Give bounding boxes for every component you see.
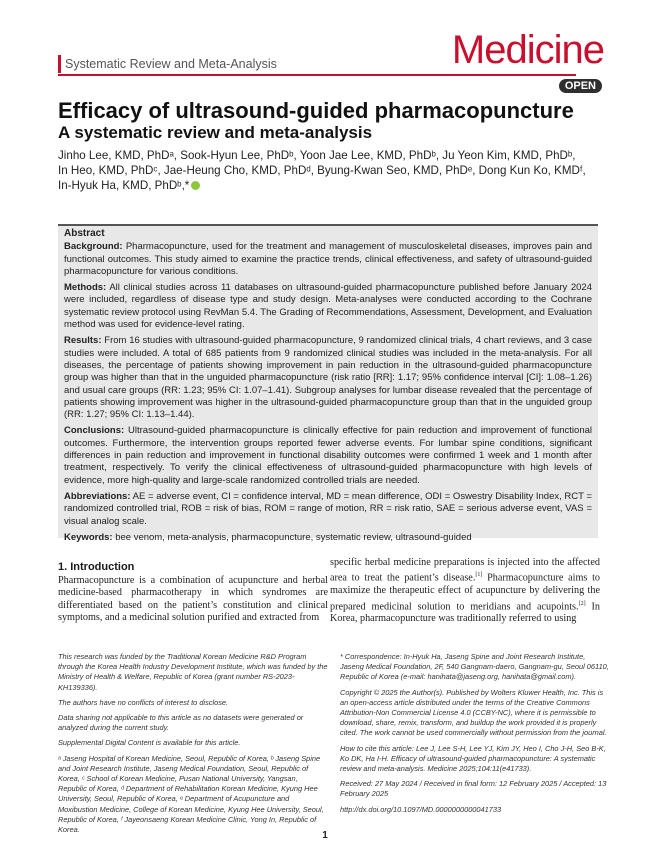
citation-link[interactable]: [1]: [475, 572, 483, 579]
footnotes-right: [340, 652, 610, 820]
article-title: Efficacy of ultrasound-guided pharmacopuncture: [58, 98, 574, 123]
affiliations: ᵃ Jaseng Hospital of Korean Medicine, Seoul, Republic of Korea, ᵇ Jaseng Spine and Joint Research Institute, Jaseng Medical Foundation, Seoul, Republic of Korea, ᶜ School of Korean Medicine, Pusan National University, Yangsan, Republic of Korea, ᵈ Department of Rehabilitation Korean Medicine, Kyung Hee University, Seoul, Republic of Korea, ᵉ Department of Acupuncture and Moxibustion Medicine, College of Korean Medicine, Kyung Hee University, Seoul, Republic of Korea, ᶠ Jayeonsaeng Korean Medicine Clinic, Yong In, Republic of Korea.: [58, 753, 324, 835]
page-number: 1: [322, 830, 328, 841]
footnote: The authors have no conflicts of interest to disclose.: [58, 697, 229, 707]
citation-link[interactable]: [2]: [578, 600, 586, 607]
abstract-conclusions: Conclusions: Ultrasound-guided pharmacopuncture is clinically effective for pain reduction and improvement of functional outcomes. Furthermore, the intervention groups reported fewer adverse events. For lumbar spine conditions, significant differences in pain reduction and improvement in functional disability outcomes were confirmed 1 week and 1 month after treatment, respectively. To verify the clinical effectiveness of ultrasound-guided pharmacopuncture with high levels of evidence, more high-quality and large-scale randomized controlled trials are needed.: [64, 425, 593, 486]
header-rule: [58, 74, 576, 76]
author-list: [58, 148, 588, 193]
footnote: This research was funded by the Traditional Korean Medicine R&D Program through the Korea Health Industry Development Institute, which was funded by the Ministry of Health & Welfare, Republic of Korea (grant number RS-2023-KH139336).: [58, 652, 328, 692]
footnotes-left: [58, 652, 328, 840]
abstract-box: [58, 224, 598, 543]
abstract-heading: Abstract: [64, 228, 105, 239]
footnote: Supplemental Digital Content is available for this article.: [58, 738, 241, 748]
section-label: Systematic Review and Meta-Analysis: [65, 57, 277, 71]
intro-left-column: Pharmacopuncture is a combination of acupuncture and herbal medicine-based pharmacotherapy in which syndromes are differentiated based on the patient’s constitution and clinical symptoms, and a medicinal solution purified and extracted from: [58, 575, 328, 624]
intro-right-column: specific herbal medicine preparations is injected into the affected area to treat the patient’s disease.[1] Pharmacopuncture aims to maximize the therapeutic effect of acupuncture by delivering the prepared medicinal solution to meridians and acupoints.[2] In Korea, pharmacopuncture was traditionally referred to using: [330, 557, 600, 625]
abstract-keywords: Keywords: bee venom, meta-analysis, pharmacopuncture, systematic review, ultrasound-guided: [64, 531, 472, 543]
open-access-badge: OPEN: [559, 79, 602, 93]
abstract-abbreviations: Abbreviations: AE = adverse event, CI = confidence interval, MD = mean difference, ODI = Oswestry Disability Index, RCT = randomized controlled trial, ROB = risk of bias, ROM = range of motion, RR = risk ratio, SAE = serious adverse event, VAS = visual analog scale.: [64, 490, 592, 527]
article-subtitle: A systematic review and meta-analysis: [58, 123, 373, 142]
abstract-results: Results: From 16 studies with ultrasound-guided pharmacopuncture, 9 randomized clinical trials, 4 chart reviews, and 3 case studies were included. A total of 685 patients from 9 randomized clinical studies was included in the meta-analysis. For all diseases, the percentage of patients showing improvement in pain reduction in the ultrasound-guided pharmacopuncture group was higher than that in the unguided pharmacopuncture (risk ratio [RR]: 1.17; 95% confidence interval [CI]: 1.08–1.26) and usual care groups (RR: 1.23; 95% CI: 1.07–1.41). Subgroup analyses for lumbar disease revealed that the percentage of patients showing improvement was higher in the ultrasound-guided pharmacopuncture group than that in the unguided group (RR: 1.27; 95% CI: 1.13–1.44).: [64, 335, 592, 421]
intro-heading: 1. Introduction: [58, 561, 135, 573]
doi-link[interactable]: http://dx.doi.org/10.1097/MD.0000000000041733: [340, 804, 502, 814]
journal-logo: Medicine: [451, 28, 604, 72]
footnote: Data sharing not applicable to this article as no datasets were generated or analyzed during the current study.: [58, 713, 304, 733]
orcid-icon[interactable]: [191, 181, 200, 190]
citation-info: How to cite this article: Lee J, Lee S-H, Lee YJ, Kim JY, Heo I, Cho J-H, Seo B-K, Ko DK, Ha I-H. Efficacy of ultrasound-guided pharmacopuncture: A systematic review and meta-analysis. Medicine 2025;104:11(e41733).: [340, 743, 606, 774]
abstract-methods: Methods: All clinical studies across 11 databases on ultrasound-guided pharmacopuncture published before January 2024 were included, regardless of disease type and study design. Meta-analyses were conducted according to the Cochrane systematic review protocol using RevMan 5.4. The Grading of Recommendations, Assessment, Development, and Evaluation method was used for evidence-level rating.: [64, 282, 592, 331]
authors-text: Jinho Lee, KMD, PhDᵃ, Sook-Hyun Lee, PhDᵇ, Yoon Jae Lee, KMD, PhDᵇ, Ju Yeon Kim, KMD, PhDᵇ, In Heo, KMD, PhDᶜ, Jae-Heung Cho, KMD, PhDᵈ, Byung-Kwan Seo, KMD, PhDᵉ, Dong Kun Ko, KMDᶠ, In-Hyuk Ha, KMD, PhDᵇ,*: [58, 149, 586, 192]
copyright: Copyright © 2025 the Author(s). Published by Wolters Kluwer Health, Inc. This is an open-access article distributed under the terms of the Creative Commons Attribution-Non Commercial License 4.0 (CCBY-NC), where it is permissible to download, share, remix, transform, and buildup the work provided it is properly cited. The work cannot be used commercially without permission from the journal.: [340, 687, 607, 738]
abstract-background: Background: Pharmacopuncture, used for the treatment and management of musculoskeletal diseases, improves pain and functional outcomes. This study aimed to examine the practice trends, clinical effectiveness, and safety of ultrasound-guided pharmacopuncture for various conditions.: [64, 241, 592, 277]
section-accent-bar: [58, 55, 61, 73]
dates: Received: 27 May 2024 / Received in final form: 12 February 2025 / Accepted: 13 February 2025: [340, 779, 607, 799]
correspondence: * Correspondence: In-Hyuk Ha, Jaseng Spine and Joint Research Institute, Jaseng Medical Foundation, 2F, 540 Gangnam-daero, Gangnam-gu, Seoul 06110, Republic of Korea (e-mail: hanihata@jaseng.org, hanihata@gmail.com).: [340, 652, 609, 682]
